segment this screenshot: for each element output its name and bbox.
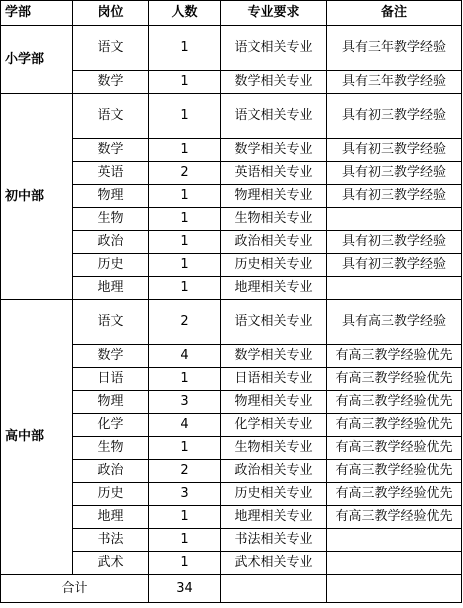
position-cell: 武术 [73, 552, 149, 575]
position-cell: 生物 [73, 437, 149, 460]
note-cell: 有高三教学经验优先 [327, 437, 462, 460]
note-cell: 具有初三教学经验 [327, 139, 462, 162]
position-cell: 政治 [73, 460, 149, 483]
count-cell: 1 [149, 185, 221, 208]
count-cell: 3 [149, 483, 221, 506]
count-cell: 2 [149, 460, 221, 483]
count-cell: 3 [149, 391, 221, 414]
position-cell: 历史 [73, 483, 149, 506]
count-cell: 1 [149, 552, 221, 575]
dept-senior: 高中部 [1, 300, 73, 575]
note-cell: 具有三年教学经验 [327, 71, 462, 94]
count-cell: 2 [149, 162, 221, 185]
count-cell: 1 [149, 94, 221, 139]
header-count: 人数 [149, 1, 221, 26]
position-cell: 数学 [73, 139, 149, 162]
dept-primary: 小学部 [1, 26, 73, 94]
major-cell: 政治相关专业 [221, 460, 327, 483]
major-cell: 生物相关专业 [221, 437, 327, 460]
count-cell: 1 [149, 437, 221, 460]
position-cell: 英语 [73, 162, 149, 185]
count-cell: 4 [149, 345, 221, 368]
position-cell: 语文 [73, 94, 149, 139]
note-cell: 具有初三教学经验 [327, 231, 462, 254]
position-cell: 历史 [73, 254, 149, 277]
header-dept: 学部 [1, 1, 73, 26]
total-row [1, 575, 462, 603]
position-cell: 政治 [73, 231, 149, 254]
major-cell: 数学相关专业 [221, 71, 327, 94]
position-cell: 生物 [73, 208, 149, 231]
count-cell: 4 [149, 414, 221, 437]
total-major-empty [221, 575, 327, 603]
major-cell: 历史相关专业 [221, 483, 327, 506]
major-cell: 数学相关专业 [221, 139, 327, 162]
note-cell: 有高三教学经验优先 [327, 391, 462, 414]
count-cell: 1 [149, 26, 221, 71]
position-cell: 地理 [73, 277, 149, 300]
position-cell: 地理 [73, 506, 149, 529]
note-cell: 有高三教学经验优先 [327, 414, 462, 437]
position-cell: 语文 [73, 26, 149, 71]
major-cell: 生物相关专业 [221, 208, 327, 231]
note-cell: 具有三年教学经验 [327, 26, 462, 71]
major-cell: 书法相关专业 [221, 529, 327, 552]
major-cell: 物理相关专业 [221, 391, 327, 414]
major-cell: 语文相关专业 [221, 300, 327, 345]
note-cell: 有高三教学经验优先 [327, 345, 462, 368]
major-cell: 地理相关专业 [221, 506, 327, 529]
major-cell: 英语相关专业 [221, 162, 327, 185]
position-cell: 物理 [73, 185, 149, 208]
count-cell: 1 [149, 231, 221, 254]
total-note-empty [327, 575, 462, 603]
note-cell [327, 208, 462, 231]
note-cell: 具有高三教学经验 [327, 300, 462, 345]
major-cell: 语文相关专业 [221, 26, 327, 71]
count-cell: 2 [149, 300, 221, 345]
major-cell: 日语相关专业 [221, 368, 327, 391]
total-count: 34 [149, 575, 221, 603]
header-major: 专业要求 [221, 1, 327, 26]
position-cell: 数学 [73, 71, 149, 94]
header-note: 备注 [327, 1, 462, 26]
table-row [1, 94, 462, 139]
note-cell [327, 277, 462, 300]
note-cell: 具有初三教学经验 [327, 162, 462, 185]
count-cell: 1 [149, 139, 221, 162]
major-cell: 历史相关专业 [221, 254, 327, 277]
major-cell: 数学相关专业 [221, 345, 327, 368]
table-row [1, 300, 462, 345]
count-cell: 1 [149, 277, 221, 300]
note-cell: 有高三教学经验优先 [327, 483, 462, 506]
count-cell: 1 [149, 529, 221, 552]
position-cell: 语文 [73, 300, 149, 345]
major-cell: 物理相关专业 [221, 185, 327, 208]
major-cell: 武术相关专业 [221, 552, 327, 575]
position-cell: 书法 [73, 529, 149, 552]
major-cell: 化学相关专业 [221, 414, 327, 437]
note-cell [327, 552, 462, 575]
major-cell: 地理相关专业 [221, 277, 327, 300]
position-cell: 物理 [73, 391, 149, 414]
count-cell: 1 [149, 368, 221, 391]
count-cell: 1 [149, 208, 221, 231]
major-cell: 政治相关专业 [221, 231, 327, 254]
note-cell [327, 529, 462, 552]
note-cell: 具有初三教学经验 [327, 185, 462, 208]
count-cell: 1 [149, 254, 221, 277]
count-cell: 1 [149, 71, 221, 94]
position-cell: 数学 [73, 345, 149, 368]
note-cell: 具有初三教学经验 [327, 94, 462, 139]
note-cell: 具有初三教学经验 [327, 254, 462, 277]
header-position: 岗位 [73, 1, 149, 26]
position-cell: 化学 [73, 414, 149, 437]
table-row [1, 26, 462, 71]
note-cell: 有高三教学经验优先 [327, 506, 462, 529]
dept-junior: 初中部 [1, 94, 73, 300]
count-cell: 1 [149, 506, 221, 529]
header-row [1, 1, 462, 26]
position-cell: 日语 [73, 368, 149, 391]
note-cell: 有高三教学经验优先 [327, 460, 462, 483]
note-cell: 有高三教学经验优先 [327, 368, 462, 391]
major-cell: 语文相关专业 [221, 94, 327, 139]
total-label: 合计 [1, 575, 149, 603]
